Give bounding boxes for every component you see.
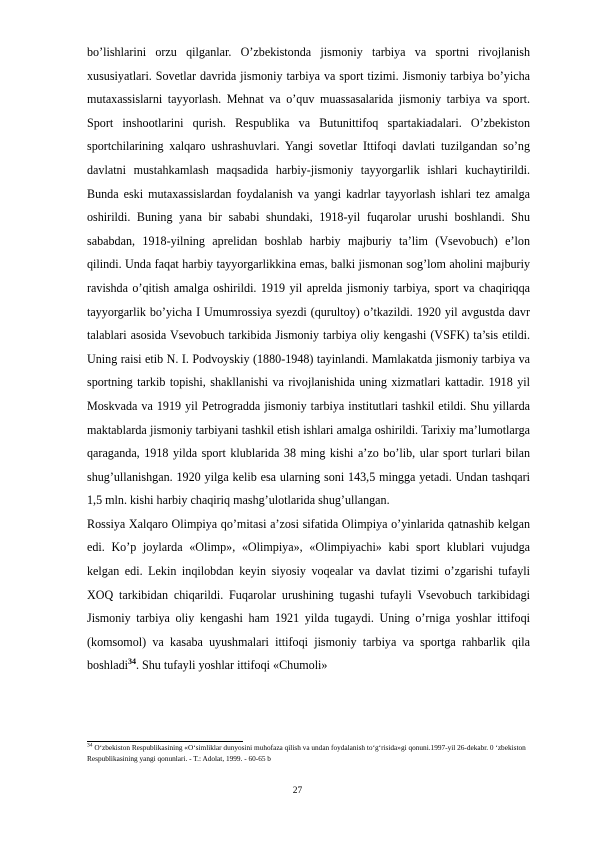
- paragraph-1-text: bo’lishlarini orzu qilganlar. O’zbekistonda jismoniy tarbiya va sportni rivojlanish xususiyatlari. Sovetlar davrida jismoniy tarbiya va sport tizimi. Jismoniy tarbiya bo’yicha mutaxassislarni tayyorlash. Mehnat va o’quv muassasalarida jismoniy tarbiya va sport. Sport inshootlarini qurish. Respublika va Butunittifoq spartakiadalari. O’zbekiston sportchilarining xalqaro ushrashuvlari. Yangi sovetlar Ittifoqi davlati tuzilgandan so’ng davlatni mustahkamlash maqsadida harbiy-jismoniy tayyorgarlik ishlari kuchaytirildi. Bunda eski mutaxassislardan foydalanish va yangi kadrlar tayyorlash ishlari tez amalga oshirildi. Buning yana bir sababi shundaki, 1918-yil fuqarolar urushi boshlandi. Shu sababdan, 1918-yilning aprelidan boshlab harbiy majburiy ta’lim (Vsevobuch) e’lon qilindi. Unda faqat harbiy tayyorgarlikkina emas, balki jismonan sog’lom aholini majburiy ravishda o’qitish amalga oshirildi. 1919 yil aprelda jismoniy tarbiya, sport va chaqiriqqa tayyorgarlik bo’yicha I Umumrossiya syezdi (qurultoy) o’tkazildi. 1920 yil avgustda davr talablari asosida Vsevobuch tarkibida Jismoniy tarbiya oliy kengashi (VSFK) ta’sis etildi. Uning raisi etib N. I. Podvoyskiy (1880-1948) tayinlandi. Mamlakatda jismoniy tarbiya va sportning tarkib topishi, shakllanishi va rivojlanishida uning xizmatlari kattadir. 1918 yil Moskvada va 1919 yil Petrogradda jismoniy tarbiya institutlari tashkil etildi. Shu yillarda maktablarda jismoniy tarbiyani tashkil etish ishlari amalga oshirildi. Tarixiy ma’lumotlarga qaraganda, 1918 yilda sport klublarida 38 ming kishi a’zo bo’lib, ular sport turlari bilan shug’ullanishgan. 1920 yilga kelib esa ularning soni 143,5 mingga yetadi. Undan tashqari 1,5 mln. kishi harbiy chaqiriq mashg’ulotlarida shug’ullangan.: [87, 45, 530, 508]
- footnote-reference[interactable]: 34: [127, 657, 136, 667]
- paragraph-2-tail: . Shu tufayli yoshlar ittifoqi «Chumoli»: [135, 658, 328, 673]
- footnote-text: O‘zbekiston Respublikasining «O‘simliklar dunyosini muhofaza qilish va undan foydalanish to‘g‘risida»gi qonuni.1997-yil 26-dekabr. 0 ‘zbekiston Respublikasining yangi qonunlari. - T.: Adolat, 1999. - 60-65 b: [87, 743, 526, 763]
- footnote-marker: 34: [87, 742, 93, 749]
- paragraph-1: [87, 41, 530, 513]
- footnote: [87, 743, 530, 764]
- page-number: 27: [292, 786, 303, 796]
- paragraph-2-text: Rossiya Xalqaro Olimpiya qo’mitasi a’zosi sifatida Olimpiya o’yinlarida qatnashib kelgan edi. Ko’p joylarda «Olimp», «Olimpiya», «Olimpiyachi» kabi sport klublari vujudga kelgan edi. Lekin inqilobdan keyin siyosiy voqealar va davlat tizimi o’zgarishi tufayli XOQ tarkibidan chiqarildi. Fuqarolar urushining tugashi tufayli Vsevobuch tarkibidagi Jismoniy tarbiya oliy kengashi ham 1921 yilda tugaydi. Uning o’rniga yoshlar ittifoqi (komsomol) va kasaba uyushmalari ittifoqi jismoniy tarbiya va sportga rahbarlik qila boshladi: [87, 516, 530, 673]
- body-text: [87, 41, 530, 678]
- footnote-divider: [87, 741, 243, 742]
- paragraph-2: [87, 513, 530, 678]
